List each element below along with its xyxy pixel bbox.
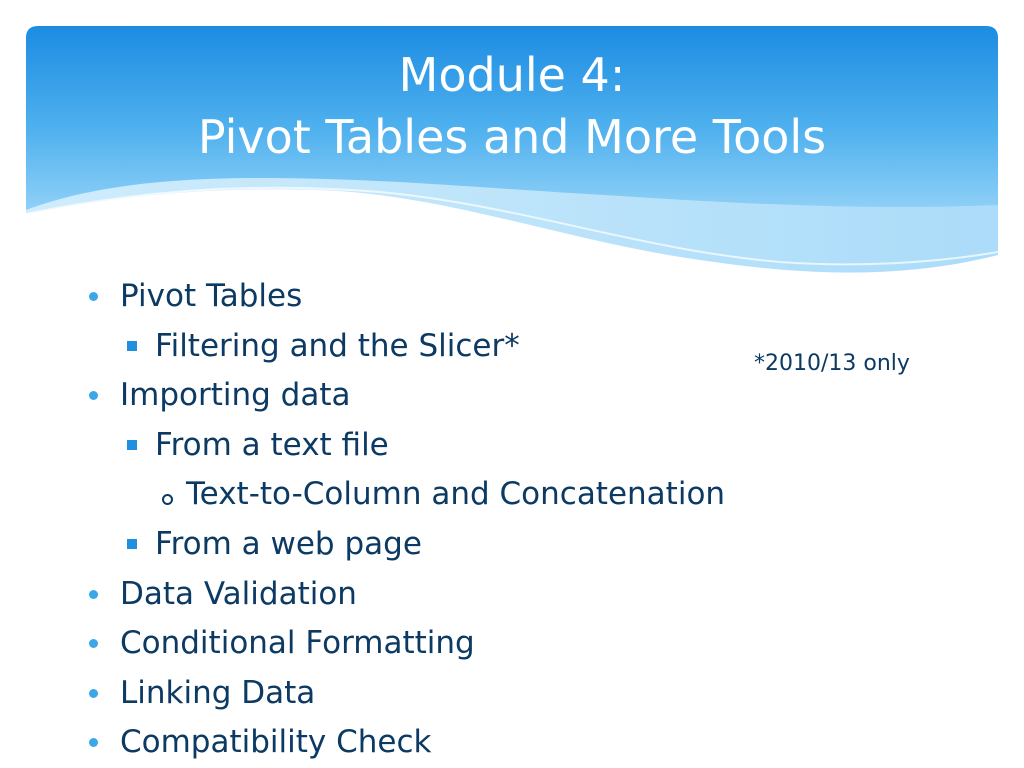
bullet-text: Compatibility Check — [120, 724, 432, 761]
bullet-text: Filtering and the Slicer* — [155, 327, 520, 364]
square-bullet-icon — [127, 440, 137, 450]
hollow-circle-bullet-icon — [162, 494, 173, 505]
bullet-text: From a text file — [155, 426, 389, 463]
bullet-text: Conditional Formatting — [120, 625, 475, 662]
slide-title — [0, 44, 1024, 168]
round-bullet-icon — [89, 391, 98, 400]
round-bullet-icon — [89, 590, 98, 599]
sub-bullet-item — [0, 322, 1024, 372]
bullet-text: Linking Data — [120, 674, 316, 711]
sub-sub-bullet-item — [0, 470, 1024, 520]
bullet-item — [0, 619, 1024, 669]
title-line-2: Pivot Tables and More Tools — [197, 110, 827, 164]
bullet-text: Pivot Tables — [120, 278, 303, 314]
bullet-text: Text-to-Column and Concatenation — [186, 476, 726, 513]
footnote: *2010/13 only — [754, 351, 910, 376]
round-bullet-icon — [89, 689, 98, 698]
bullet-item — [0, 570, 1024, 620]
bullet-text: Importing data — [120, 377, 351, 414]
title-line-1: Module 4: — [398, 48, 626, 102]
bullet-item — [0, 272, 1024, 322]
round-bullet-icon — [89, 738, 98, 747]
square-bullet-icon — [127, 341, 137, 351]
sub-bullet-item — [0, 421, 1024, 471]
round-bullet-icon — [89, 639, 98, 648]
bullet-item — [0, 669, 1024, 719]
round-bullet-icon — [89, 292, 98, 301]
bullet-item — [0, 718, 1024, 768]
sub-bullet-item — [0, 520, 1024, 570]
bullet-text: From a web page — [155, 525, 422, 562]
square-bullet-icon — [127, 539, 137, 549]
bullet-text: Data Validation — [120, 575, 357, 612]
bullet-list — [0, 272, 1024, 768]
bullet-item — [0, 371, 1024, 421]
